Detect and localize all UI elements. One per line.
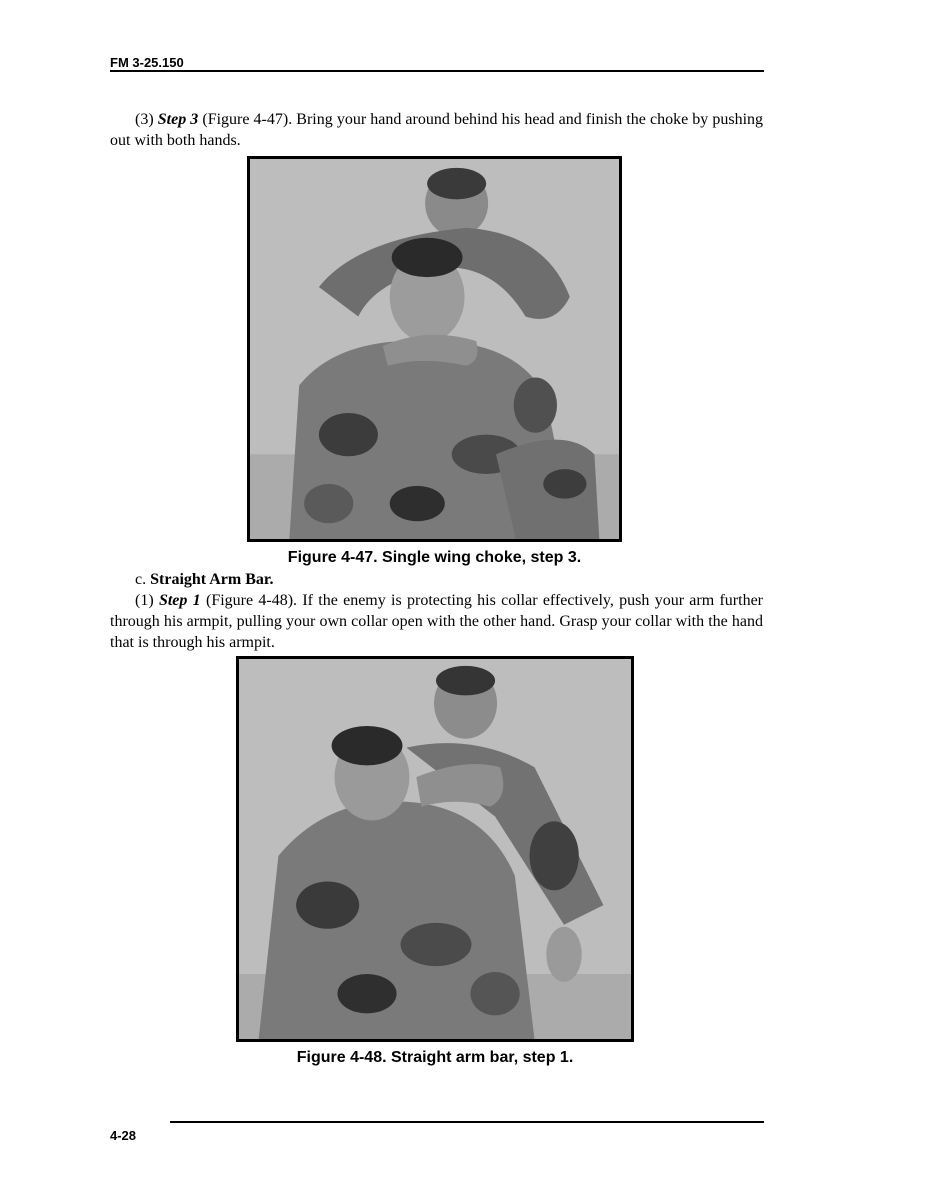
figure-4-48-caption: Figure 4-48. Straight arm bar, step 1. [296, 1049, 574, 1066]
section-c-title: Straight Arm Bar. [150, 571, 274, 588]
section-c-letter: c. [135, 571, 147, 588]
step-1-label: Step 1 [158, 592, 201, 609]
step-3-label: Step 3 [157, 111, 199, 128]
section-c-heading [135, 569, 274, 590]
header-rule [110, 70, 764, 72]
step-1-paragraph [110, 590, 763, 653]
figure-4-47-caption: Figure 4-47. Single wing choke, step 3. [287, 549, 582, 566]
figure-4-48-photo [236, 656, 634, 1042]
page-number: 4-28 [110, 1128, 137, 1143]
step-3-text: (Figure 4-47). Bring your hand around behind his head and finish the choke by pushing out with both hands. [110, 111, 764, 149]
step-3-number: (3) [135, 111, 154, 128]
running-header: FM 3-25.150 [110, 55, 184, 70]
step-3-paragraph [110, 109, 763, 151]
figure-4-47-photo [247, 156, 622, 542]
step-1-text: (Figure 4-48). If the enemy is protecting his collar effectively, push your arm further through his armpit, pulling your own collar open with the other hand. Grasp your collar with the hand that is through his armpit. [110, 592, 764, 651]
step-1-number: (1) [135, 592, 154, 609]
footer-rule [170, 1121, 764, 1123]
